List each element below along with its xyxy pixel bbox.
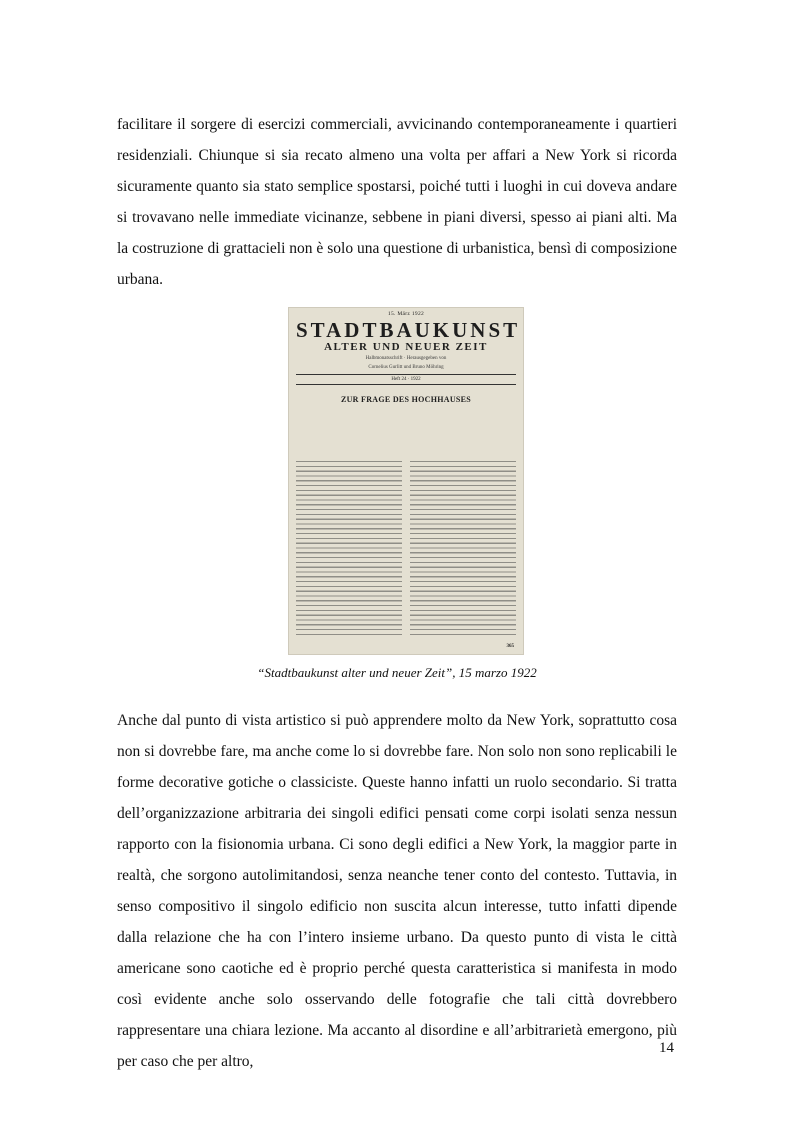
magazine-text-column-left xyxy=(296,461,402,635)
magazine-editors-line: Halbmonatsschrift · Herausgegeben von xyxy=(365,356,447,361)
figure-caption: “Stadtbaukunst alter und neuer Zeit”, 15 marzo 1922 xyxy=(257,665,537,680)
magazine-date: 15. März 1922 xyxy=(387,311,425,317)
magazine-masthead: STADTBAUKUNST xyxy=(296,318,521,342)
paragraph-2: Anche dal punto di vista artistico si può apprendere molto da New York, soprattutto cosa non si dovrebbe fare, ma anche come lo si dovrebbe fare. Non solo non sono replicabili le forme decorative gotiche o classiciste. Queste hanno infatti un ruolo secondario. Si tratta dell’organizzazione arbitraria dei singoli edifici pensati come corpi isolati senza nessun rapporto con la fisionomia urbana. Ci sono degli edifici a New York, la maggior parte in realtà, che sorgono autolimitandosi, senza neanche tener conto del contesto. Tuttavia, in senso compositivo il singolo edificio non suscita alcun interesse, tutto infatti dipende dalla relazione che ha con l’intero insieme urbano. Da questo punto di vista le città americane sono caotiche ed è proprio perché questa caratteristica si manifesta in modo così evidente anche solo osservando delle fotografie che tali città dovrebbero rappresentare una chiara lezione. Ma accanto al disordine e all’arbitrarietà emergono, più per caso che per altro, xyxy=(117,712,677,1070)
magazine-issue-line: Heft 24 · 1922 xyxy=(296,374,516,385)
magazine-text-columns xyxy=(296,461,516,635)
magazine-article-title: ZUR FRAGE DES HOCHHAUSES xyxy=(340,395,472,404)
magazine-cover-image xyxy=(288,307,524,655)
magazine-page-number: 365 xyxy=(506,644,514,649)
magazine-subtitle: ALTER UND NEUER ZEIT xyxy=(324,341,488,353)
paragraph-1: facilitare il sorgere di esercizi commerciali, avvicinando contemporaneamente i quartieri residenziali. Chiunque si sia recato almeno una volta per affari a New York si ricorda sicuramente quanto sia stato semplice spostarsi, poiché tutti i luoghi in cui doveva andare si trovavano nelle immediate vicinanze, sebbene in piani diversi, spesso ai piani alti. Ma la costruzione di grattacieli non è solo una questione di urbanistica, bensì di composizione urbana. xyxy=(117,116,677,288)
page-number: 14 xyxy=(659,1040,674,1056)
magazine-text-column-right xyxy=(410,461,516,635)
magazine-article-author xyxy=(296,406,516,411)
magazine-editors-names: Cornelius Gurlitt und Bruno Möhring xyxy=(368,365,444,370)
